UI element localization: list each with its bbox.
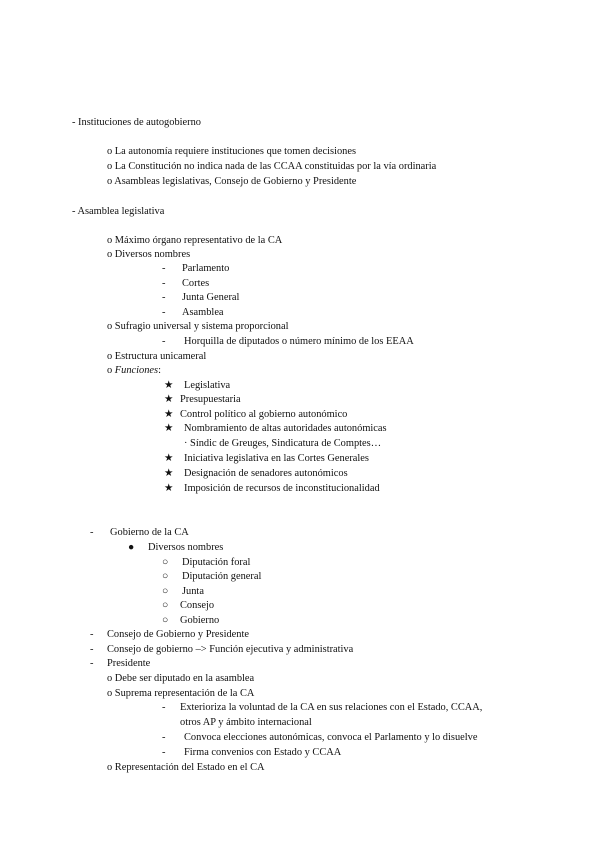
list-item: o Estructura unicameral — [107, 351, 207, 362]
list-item: o La autonomía requiere instituciones que tomen decisiones — [107, 146, 357, 157]
list-item: o Sufragio universal y sistema proporcional — [107, 321, 289, 332]
circle-bullet-icon: ○ — [162, 586, 169, 597]
circle-bullet-icon: ○ — [162, 557, 169, 568]
list-item: - Junta General — [162, 292, 240, 303]
list-item: ★ Presupuestaria — [164, 393, 241, 408]
list-item: o La Constitución no indica nada de las CCAA constituidas por la vía ordinaria — [107, 161, 437, 172]
bullet-icon: ● — [128, 542, 135, 553]
star-icon: ★ — [164, 468, 174, 479]
star-icon: ★ — [164, 380, 174, 391]
list-item: - Consejo de gobierno –> Función ejecutiva y administrativa — [90, 644, 354, 655]
circle-bullet-icon: ○ — [162, 600, 169, 611]
list-item-continuation: otros AP y ámbito internacional — [180, 717, 312, 728]
list-item: - Cortes — [162, 278, 210, 289]
heading-gobierno: - Gobierno de la CA — [90, 527, 189, 538]
list-item: - Exterioriza la voluntad de la CA en sus relaciones con el Estado, CCAA, — [162, 702, 483, 713]
list-item: o Diversos nombres — [107, 249, 191, 260]
heading-instituciones: - Instituciones de autogobierno — [72, 117, 201, 128]
list-item: - Firma convenios con Estado y CCAA — [162, 747, 342, 758]
list-item: ★ Legislativa — [164, 379, 230, 394]
circle-bullet-icon: ○ — [162, 571, 169, 582]
star-icon: ★ — [164, 483, 174, 494]
list-item: - Asamblea — [162, 307, 224, 318]
star-icon: ★ — [164, 394, 174, 405]
list-item: ★ Designación de senadores autonómicos — [164, 467, 348, 482]
list-item: o Asambleas legislativas, Consejo de Gobierno y Presidente — [107, 176, 357, 187]
list-item: ○ Diputación general — [162, 570, 261, 585]
list-item: - Presidente — [90, 658, 151, 669]
list-item: ○ Diputación foral — [162, 556, 250, 571]
list-item: o Representación del Estado en el CA — [107, 762, 265, 773]
list-item: - Consejo de Gobierno y Presidente — [90, 629, 249, 640]
heading-asamblea: - Asamblea legislativa — [72, 206, 165, 217]
list-item: o Debe ser diputado en la asamblea — [107, 673, 255, 684]
list-item: ★ Imposición de recursos de inconstitucionalidad — [164, 482, 380, 497]
list-item: ★ Nombramiento de altas autoridades autonómicas — [164, 422, 387, 437]
list-item: ○ Gobierno — [162, 614, 219, 629]
list-item-note: · Síndic de Greuges, Sindicatura de Comptes… — [184, 438, 382, 449]
list-item: ● Diversos nombres — [128, 541, 223, 556]
list-item: ○ Junta — [162, 585, 204, 600]
circle-bullet-icon: ○ — [162, 615, 169, 626]
star-icon: ★ — [164, 409, 174, 420]
list-item: - Convoca elecciones autonómicas, convoca el Parlamento y lo disuelve — [162, 732, 478, 743]
list-item: o Máximo órgano representativo de la CA — [107, 235, 283, 246]
list-item: ○ Consejo — [162, 599, 214, 614]
list-item: ★ Iniciativa legislativa en las Cortes Generales — [164, 452, 369, 467]
list-item: o Suprema representación de la CA — [107, 688, 255, 699]
list-item: - Horquilla de diputados o número mínimo de los EEAA — [162, 336, 414, 347]
list-item: ★ Control político al gobierno autonómico — [164, 408, 347, 423]
funciones-label: o Funciones: — [107, 365, 161, 376]
star-icon: ★ — [164, 453, 174, 464]
list-item: - Parlamento — [162, 263, 230, 274]
star-icon: ★ — [164, 423, 174, 434]
